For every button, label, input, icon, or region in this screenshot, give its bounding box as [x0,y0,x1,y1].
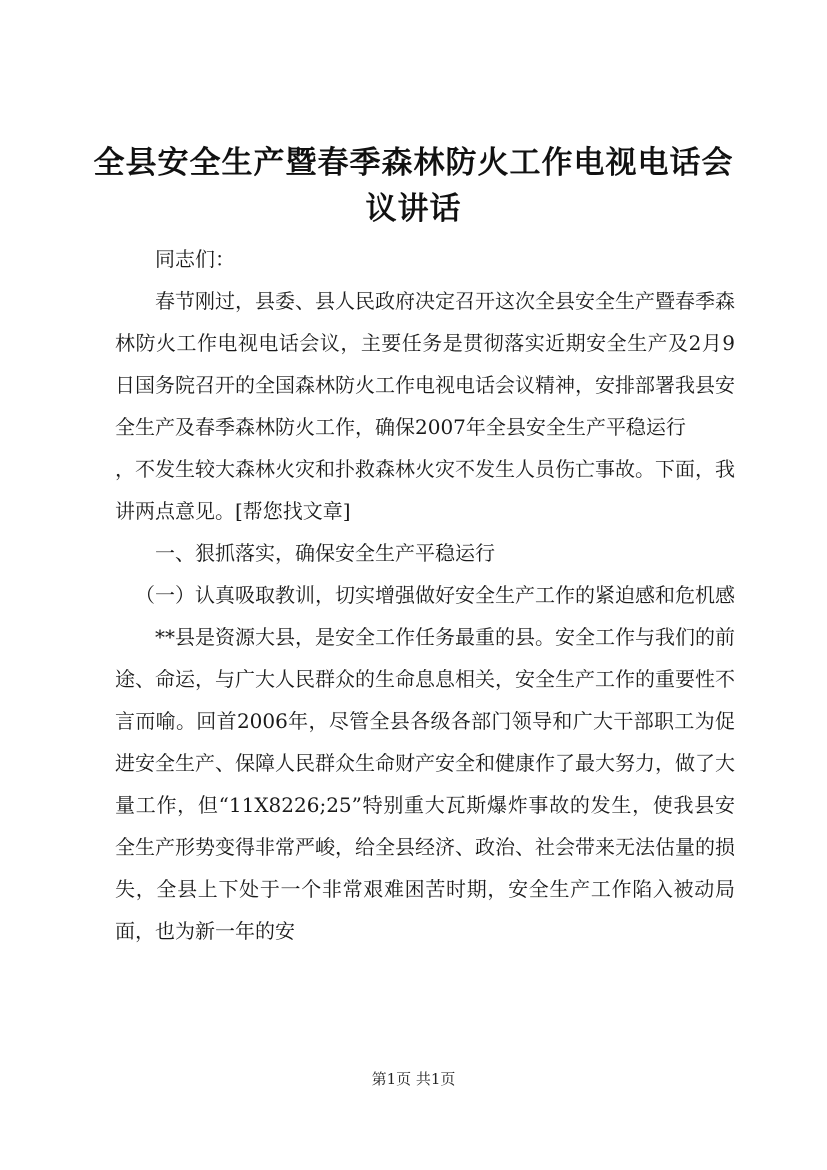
paragraph-continuation: ，不发生较大森林火灾和扑救森林火灾不发生人员伤亡事故。下面，我讲两点意见。[帮您找文章] [115,457,735,523]
document-title: 全县安全生产暨春季森林防火工作电视电话会议讲话 [93,145,734,227]
paragraph-intro: 春节刚过，县委、县人民政府决定召开这次全县安全生产暨春季森林防火工作电视电话会议，主要任务是贯彻落实近期安全生产及2月9日国务院召开的全国森林防火工作电视电话会议精神，安排部署我县安全生产及春季森林防火工作，确保2007年全县安全生产平稳运行 [115,289,735,439]
document-body [115,238,735,952]
paragraph-body: **县是资源大县，是安全工作任务最重的县。安全工作与我们的前途、命运，与广大人民群众的生命息息相关，安全生产工作的重要性不言而喻。回首2006年，尽管全县各级各部门领导和广大干部职工为促进安全生产、保障人民群众生命财产安全和健康作了最大努力，做了大量工作，但“11X8226;25”特别重大瓦斯爆炸事故的发生，使我县安全生产形势变得非常严峻，给全县经济、政治、社会带来无法估量的损失，全县上下处于一个非常艰难困苦时期，安全生产工作陷入被动局面，也为新一年的安 [115,625,735,943]
page-footer: 第1页 共1页 [371,1070,456,1088]
section-heading-1: 一、狠抓落实，确保安全生产平稳运行 [155,541,495,565]
salutation: 同志们： [155,247,235,271]
subsection-heading-1: （一）认真吸取教训，切实增强做好安全生产工作的紧迫感和危机感 [135,583,735,607]
